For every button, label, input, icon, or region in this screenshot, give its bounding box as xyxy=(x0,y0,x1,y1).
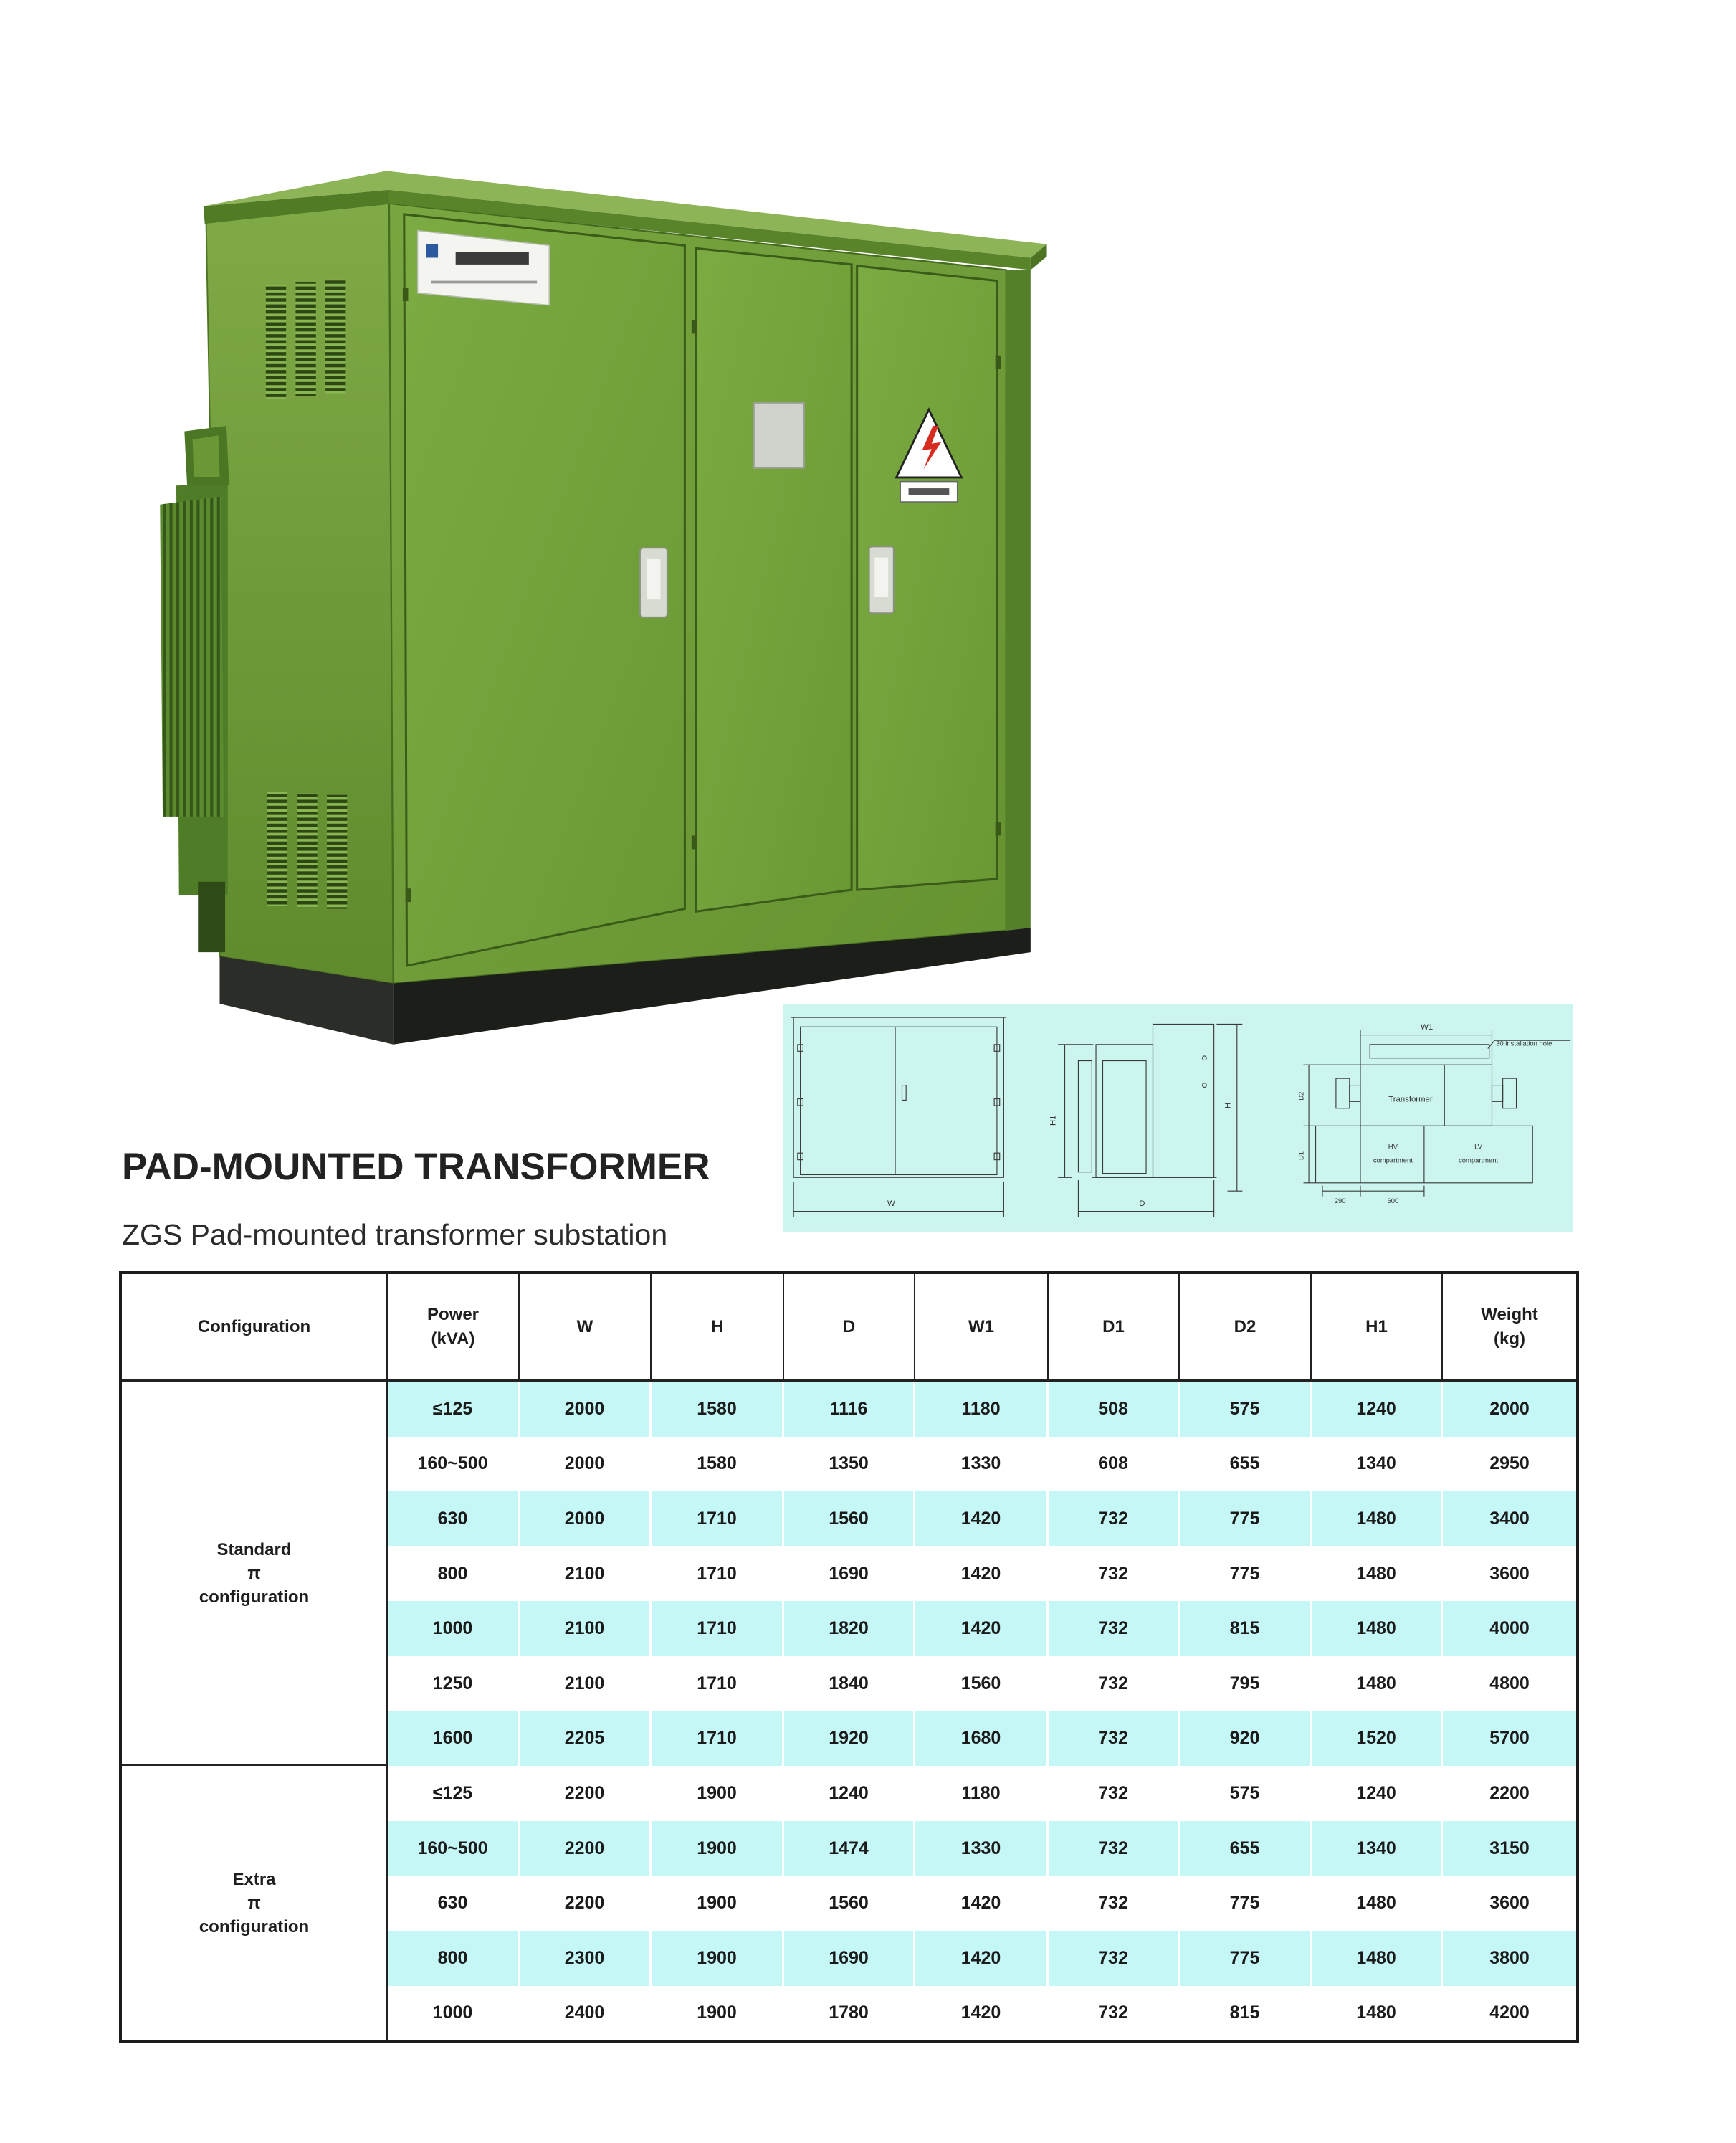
hinge xyxy=(996,822,1001,835)
header-h xyxy=(652,1274,784,1382)
table-cell: 1680 xyxy=(915,1711,1049,1767)
configuration-label: Standard xyxy=(216,1539,292,1559)
hv-compartment-label: HV xyxy=(1388,1143,1398,1151)
configuration-label: configuration xyxy=(199,1587,310,1607)
table-cell: 1480 xyxy=(1312,1601,1443,1656)
table-cell: 1710 xyxy=(652,1601,784,1656)
table-cell: 2200 xyxy=(1489,1782,1530,1803)
transformer-label: Transformer xyxy=(1388,1095,1433,1104)
dimension-label-d1: D1 xyxy=(1297,1151,1306,1161)
page-title: PAD-MOUNTED TRANSFORMER xyxy=(122,1146,710,1188)
page-subtitle: ZGS Pad-mounted transformer substation xyxy=(122,1218,668,1251)
table-cell: 1180 xyxy=(915,1766,1049,1821)
door-handle-right xyxy=(869,546,894,613)
dimension-label-h1: H1 xyxy=(1049,1115,1058,1126)
configuration-label: π xyxy=(247,1563,261,1583)
lower-vent-grille xyxy=(267,792,348,909)
specification-table xyxy=(119,1271,1579,2043)
upper-vent-grille xyxy=(266,280,346,399)
header-label: D1 xyxy=(1102,1316,1125,1336)
table-cell: 732 xyxy=(1049,1491,1180,1546)
table-cell: 160~500 xyxy=(388,1821,520,1876)
table-cell: 3800 xyxy=(1443,1931,1576,1986)
header-d2 xyxy=(1180,1274,1312,1382)
hinge xyxy=(996,356,1001,369)
table-cell: 1420 xyxy=(915,1876,1049,1931)
header-label: Weight xyxy=(1481,1304,1538,1324)
transformer-tank xyxy=(160,426,229,952)
table-cell: 1710 xyxy=(652,1711,784,1767)
table-cell: 815 xyxy=(1180,1986,1312,2041)
table-cell: 1580 xyxy=(652,1382,784,1437)
table-cell: 1820 xyxy=(784,1601,915,1656)
table-cell: 1350 xyxy=(784,1437,915,1492)
table-cell: 160~500 xyxy=(388,1437,520,1492)
vent-column xyxy=(267,792,287,906)
table-cell: 2400 xyxy=(520,1986,652,2041)
table-cell: 1900 xyxy=(652,1931,784,1986)
transformer-photo xyxy=(0,0,1054,1054)
header-w1 xyxy=(915,1274,1049,1382)
table-cell: 1900 xyxy=(652,1821,784,1876)
table-cell: 2205 xyxy=(520,1711,652,1767)
hinge xyxy=(403,288,409,301)
table-cell: 1180 xyxy=(915,1382,1049,1437)
dimension-label-h: H xyxy=(1224,1102,1233,1109)
header-label: D2 xyxy=(1234,1316,1256,1336)
table-cell: 775 xyxy=(1180,1931,1312,1986)
table-cell: 1480 xyxy=(1312,1876,1443,1931)
table-cell: 1340 xyxy=(1312,1821,1443,1876)
table-cell: 3600 xyxy=(1489,1563,1530,1584)
table-cell: 732 xyxy=(1049,1601,1180,1656)
table-cell: 1900 xyxy=(652,1876,784,1931)
table-cell: 1116 xyxy=(784,1382,915,1437)
header-d1 xyxy=(1049,1274,1180,1382)
warning-label-mark xyxy=(909,488,950,495)
outline-drawing xyxy=(783,1004,1573,1232)
table-cell: 1000 xyxy=(388,1986,520,2041)
vent-column xyxy=(325,280,345,394)
cabinet-left-side xyxy=(206,204,394,984)
table-row xyxy=(122,1766,1576,1821)
table-cell: 1240 xyxy=(1312,1382,1443,1437)
table-cell: 795 xyxy=(1180,1656,1312,1711)
table-cell: 1474 xyxy=(784,1821,915,1876)
vent-column xyxy=(297,794,317,908)
table-cell: 1710 xyxy=(652,1656,784,1711)
header-d xyxy=(784,1274,915,1382)
header-row xyxy=(122,1274,1576,1382)
table-cell: 800 xyxy=(388,1546,520,1602)
table-cell: 575 xyxy=(1180,1766,1312,1821)
hinge xyxy=(692,835,697,849)
table-cell: 1900 xyxy=(652,1766,784,1821)
table-cell: 920 xyxy=(1180,1711,1312,1767)
table-cell: 800 xyxy=(388,1931,520,1986)
vent-column xyxy=(266,285,286,399)
table-cell: 1480 xyxy=(1312,1931,1443,1986)
table-cell: 1690 xyxy=(784,1546,915,1602)
table-cell: 1240 xyxy=(1312,1766,1443,1821)
table-cell: 732 xyxy=(1049,1656,1180,1711)
table-cell: 1560 xyxy=(784,1491,915,1546)
installation-hole-label: 30 installation hole xyxy=(1496,1040,1553,1048)
header-w xyxy=(520,1274,652,1382)
configuration-label: π xyxy=(247,1893,261,1914)
table-cell: 1340 xyxy=(1312,1437,1443,1492)
table-cell: 732 xyxy=(1049,1931,1180,1986)
table-row xyxy=(122,1382,1576,1437)
header-label: H xyxy=(710,1316,724,1336)
nameplate-brand-mark xyxy=(456,252,529,265)
table-cell: 1690 xyxy=(784,1931,915,1986)
table-cell: 655 xyxy=(1180,1821,1312,1876)
table-cell: 1330 xyxy=(915,1437,1049,1492)
handle-grip xyxy=(874,558,888,597)
table-cell: 732 xyxy=(1049,1546,1180,1602)
table-cell: 1840 xyxy=(784,1656,915,1711)
table-cell: 1560 xyxy=(915,1656,1049,1711)
tank-bracket-face xyxy=(193,435,220,477)
header-h1 xyxy=(1312,1274,1443,1382)
header-unit: (kg) xyxy=(1494,1329,1525,1349)
table-cell: ≤125 xyxy=(388,1766,520,1821)
door-handle-left xyxy=(640,548,667,617)
table-cell: 1580 xyxy=(652,1437,784,1492)
header-label: Power xyxy=(426,1304,480,1324)
table-cell: 575 xyxy=(1180,1382,1312,1437)
configuration-label: Extra xyxy=(232,1870,276,1890)
table-cell: 1000 xyxy=(388,1601,520,1656)
dimension-label-600: 600 xyxy=(1387,1197,1399,1206)
table-cell: 1480 xyxy=(1312,1546,1443,1602)
table-cell: 2200 xyxy=(520,1876,652,1931)
header-label: D xyxy=(842,1316,856,1336)
nameplate-logo-mark xyxy=(426,244,438,258)
table-cell: 1900 xyxy=(652,1986,784,2041)
header-label: Configuration xyxy=(197,1316,311,1336)
table-cell: 1240 xyxy=(784,1766,915,1821)
table-cell: 2000 xyxy=(520,1382,652,1437)
table-cell: 815 xyxy=(1180,1601,1312,1656)
cabinet-right-edge xyxy=(1006,270,1031,930)
table-cell: 630 xyxy=(388,1876,520,1931)
cooling-fins-grooves xyxy=(160,496,224,816)
handle-grip xyxy=(647,559,660,599)
table-cell: 2200 xyxy=(520,1766,652,1821)
configuration-cell xyxy=(122,1382,388,1766)
lv-compartment-label-2: compartment xyxy=(1459,1156,1499,1165)
table-cell: 4200 xyxy=(1489,2002,1530,2023)
table-cell: 1420 xyxy=(915,1986,1049,2041)
table-cell: 775 xyxy=(1180,1876,1312,1931)
table-cell: 508 xyxy=(1049,1382,1180,1437)
table-cell: 3400 xyxy=(1443,1491,1576,1546)
table-cell: 1710 xyxy=(652,1491,784,1546)
header-unit: (kVA) xyxy=(431,1329,475,1349)
table-cell: 732 xyxy=(1049,1986,1180,2041)
tank-support xyxy=(198,882,225,952)
info-plate xyxy=(754,403,804,468)
header-label: W xyxy=(576,1316,593,1336)
spec-table-body xyxy=(122,1382,1576,2040)
dimension-label-d: D xyxy=(1139,1199,1145,1208)
table-cell: 2000 xyxy=(1443,1382,1576,1437)
table-cell: 3600 xyxy=(1489,1893,1530,1914)
door-center xyxy=(696,248,852,911)
lv-compartment-label: LV xyxy=(1474,1143,1482,1151)
dimension-label-w1: W1 xyxy=(1421,1023,1434,1032)
table-cell: 1480 xyxy=(1312,1986,1443,2041)
table-cell: 2200 xyxy=(520,1821,652,1876)
table-cell: 1480 xyxy=(1312,1491,1443,1546)
table-cell: 630 xyxy=(388,1491,520,1546)
vent-column xyxy=(295,282,315,396)
table-cell: 775 xyxy=(1180,1491,1312,1546)
header-configuration xyxy=(122,1274,388,1382)
table-cell: 1420 xyxy=(915,1491,1049,1546)
header-weight xyxy=(1443,1274,1576,1382)
table-cell: 3150 xyxy=(1443,1821,1576,1876)
table-cell: 1480 xyxy=(1312,1656,1443,1711)
table-cell: 2000 xyxy=(520,1437,652,1492)
header-power xyxy=(388,1274,520,1382)
nameplate-small-line xyxy=(431,281,538,284)
table-cell: 655 xyxy=(1180,1437,1312,1492)
table-cell: 1920 xyxy=(784,1711,915,1767)
dimension-label-290: 290 xyxy=(1334,1197,1346,1206)
table-cell: 608 xyxy=(1049,1437,1180,1492)
dimension-label-w: W xyxy=(887,1199,895,1208)
vent-column xyxy=(327,795,347,909)
table-cell: 2950 xyxy=(1489,1453,1530,1474)
table-header xyxy=(122,1274,1576,1382)
table-cell: 1330 xyxy=(915,1821,1049,1876)
hinge xyxy=(406,888,411,902)
table-cell: 732 xyxy=(1049,1876,1180,1931)
table-cell: 1560 xyxy=(784,1876,915,1931)
hv-compartment-label-2: compartment xyxy=(1373,1156,1413,1165)
table-cell: 2100 xyxy=(520,1546,652,1602)
table-cell: 4000 xyxy=(1443,1601,1576,1656)
table-cell: 1780 xyxy=(784,1986,915,2041)
table-cell: ≤125 xyxy=(388,1382,520,1437)
table-cell: 1520 xyxy=(1312,1711,1443,1767)
table-cell: 1420 xyxy=(915,1601,1049,1656)
table-cell: 2000 xyxy=(520,1491,652,1546)
configuration-cell xyxy=(122,1766,388,2040)
table-cell: 2100 xyxy=(520,1656,652,1711)
header-label: W1 xyxy=(968,1316,994,1336)
table-cell: 1600 xyxy=(388,1711,520,1767)
table-cell: 2300 xyxy=(520,1931,652,1986)
table-cell: 732 xyxy=(1049,1766,1180,1821)
table-cell: 775 xyxy=(1180,1546,1312,1602)
configuration-label: configuration xyxy=(199,1917,310,1937)
table-cell: 1420 xyxy=(915,1931,1049,1986)
table-cell: 1420 xyxy=(915,1546,1049,1602)
hinge xyxy=(692,320,697,333)
table-cell: 2100 xyxy=(520,1601,652,1656)
dimension-label-d2: D2 xyxy=(1297,1091,1306,1101)
table-cell: 1250 xyxy=(388,1656,520,1711)
header-label: H1 xyxy=(1365,1316,1388,1336)
table-cell: 4800 xyxy=(1489,1673,1530,1693)
table-cell: 5700 xyxy=(1443,1711,1576,1767)
table-cell: 1710 xyxy=(652,1546,784,1602)
table-cell: 732 xyxy=(1049,1711,1180,1767)
table-cell: 732 xyxy=(1049,1821,1180,1876)
drawing-background xyxy=(783,1004,1573,1232)
